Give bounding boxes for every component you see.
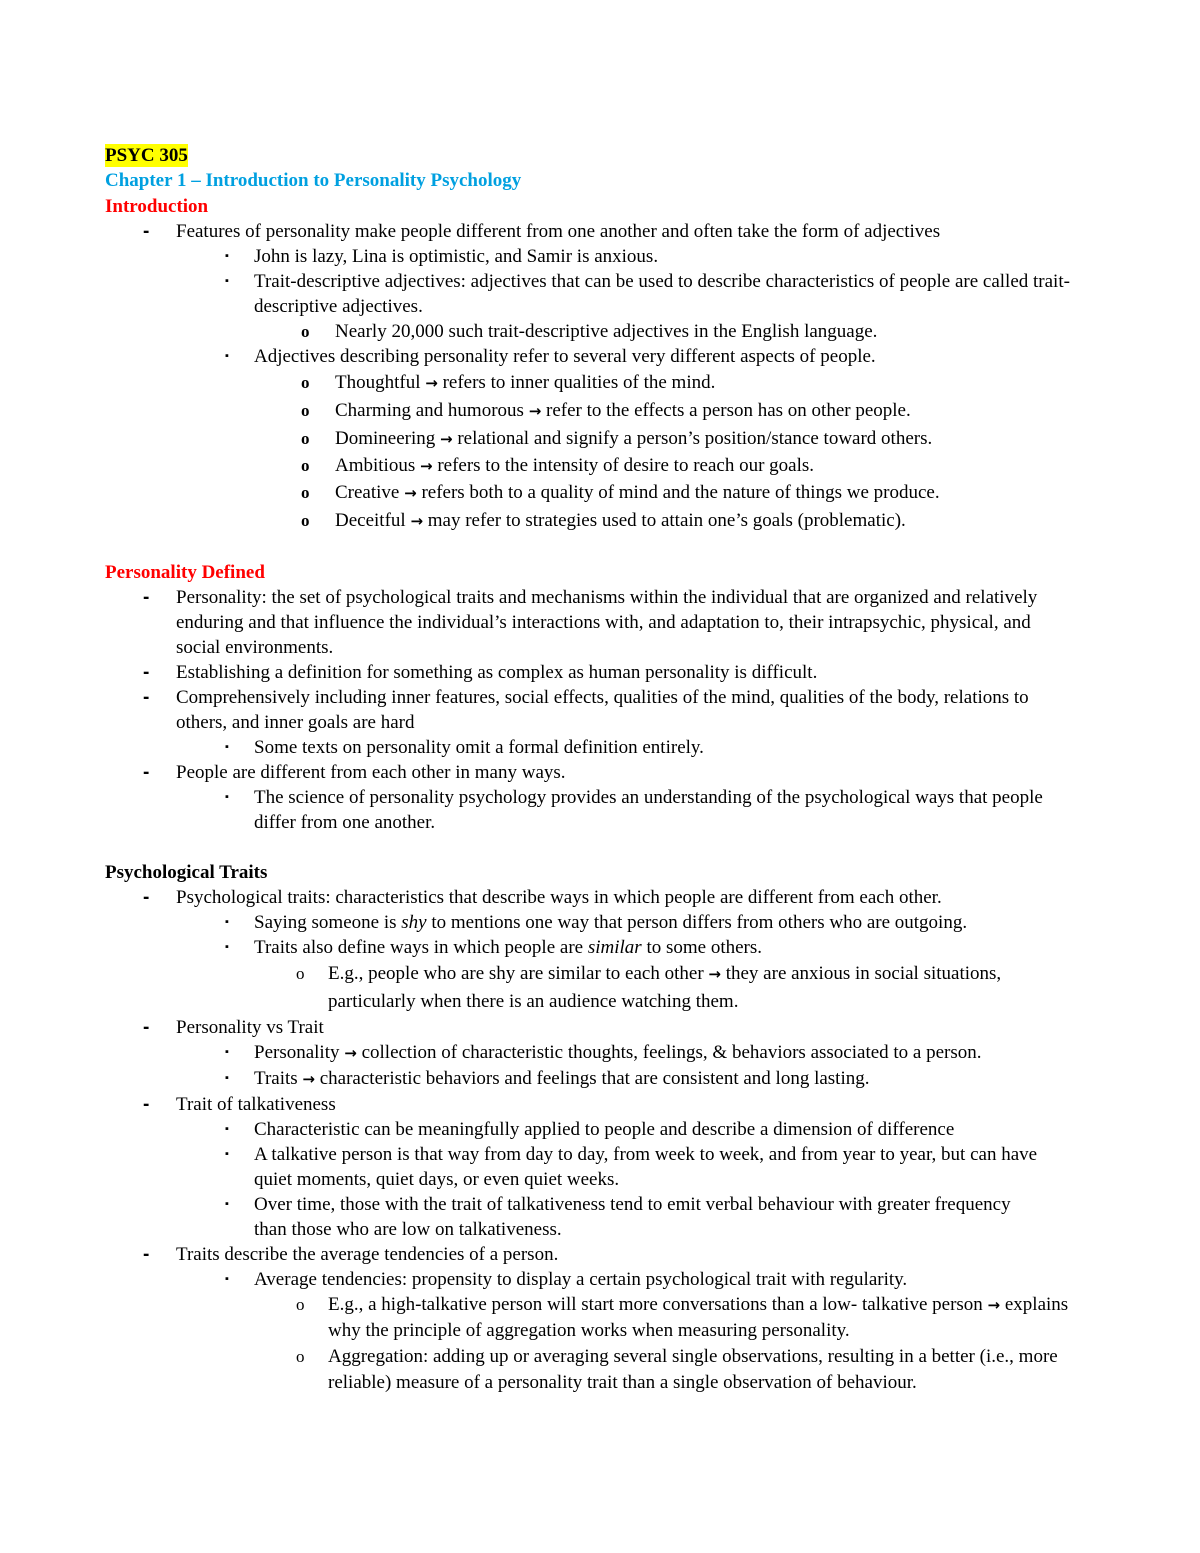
list-item: ▪ Traits also define ways in which people are similar to some others. [225, 937, 763, 958]
list-item: ▪ A talkative person is that way from day to day, from week to week, and from year to year, but can have quiet moments, quiet days, or even quiet weeks. [225, 1144, 1038, 1190]
dash-bullet-icon: - [143, 221, 150, 242]
list-item: o E.g., a high-talkative person will start more conversations than a low- talkative person → explains why the principle of aggregation works when measuring personality. [296, 1294, 1069, 1341]
o-bullet-icon: o [301, 483, 310, 502]
arrow-right-icon: → [302, 1070, 315, 1088]
document-content [105, 142, 1105, 1396]
arrow-right-icon: → [425, 374, 438, 392]
list-item: - Psychological traits: characteristics that describe ways in which people are different from each other. [143, 887, 942, 908]
list-item: - Personality: the set of psychological traits and mechanisms within the individual that are organized and relatively enduring and that influence the individual’s interactions with, and adaptation to, their intrapsychic, physical, and social environments. [143, 587, 1038, 658]
list-item: ▪ Over time, those with the trait of talkativeness tend to emit verbal behaviour with greater frequency than those who are low on talkativeness. [225, 1194, 1011, 1240]
list-item: - People are different from each other in many ways. [143, 762, 566, 783]
list-item: - Comprehensively including inner features, social effects, qualities of the mind, qualities of the body, relations to others, and inner goals are hard [143, 687, 1029, 733]
o-bullet-icon: o [301, 511, 310, 530]
list-item: o Creative → refers both to a quality of mind and the nature of things we produce. [105, 479, 1105, 507]
chapter-title: Chapter 1 – Introduction to Personality Psychology [105, 170, 522, 191]
arrow-right-icon: → [410, 512, 424, 530]
emphasis-shy: shy [401, 912, 427, 933]
arrow-right-icon: → [987, 1296, 1001, 1314]
dash-bullet-icon: - [143, 887, 150, 908]
dash-bullet-icon: - [143, 662, 150, 683]
list-item: ▪ John is lazy, Lina is optimistic, and Samir is anxious. [225, 246, 659, 267]
o-bullet-icon: o [301, 456, 310, 475]
list-item: o E.g., people who are shy are similar to each other → they are anxious in social situations, particularly when there is an audience watching them. [105, 960, 1105, 1015]
square-bullet-icon: ▪ [225, 1123, 229, 1135]
list-item: - Establishing a definition for something as complex as human personality is difficult. [143, 662, 818, 683]
list-item: o Domineering → relational and signify a person’s position/stance toward others. [105, 425, 1105, 453]
arrow-right-icon: → [404, 484, 417, 502]
list-item: o Ambitious → refers to the intensity of desire to reach our goals. [105, 453, 1105, 479]
list-item: o Deceitful → may refer to strategies used to attain one’s goals (problematic). [105, 507, 1105, 535]
list-item: - Features of personality make people different from one another and often take the form of adjectives [143, 221, 941, 242]
list-item: ▪ Traits → characteristic behaviors and feelings that are consistent and long lasting. [225, 1068, 870, 1089]
o-bullet-icon: o [301, 373, 310, 392]
section-spacer [105, 835, 1105, 860]
square-bullet-icon: ▪ [225, 1072, 229, 1084]
arrow-right-icon: → [344, 1044, 357, 1062]
course-title: PSYC 305 [105, 145, 188, 166]
square-bullet-icon: ▪ [225, 1148, 229, 1160]
o-bullet-icon: o [301, 401, 310, 420]
list-item: ▪ The science of personality psychology provides an understanding of the psychological ways that people differ from one another. [225, 787, 1043, 833]
list-item: - Traits describe the average tendencies of a person. [143, 1244, 559, 1265]
list-item: - Personality vs Trait [143, 1017, 324, 1038]
arrow-right-icon: → [708, 965, 721, 983]
section-heading-introduction: Introduction [105, 196, 209, 217]
arrow-right-icon: → [419, 457, 433, 475]
section-heading-personality-defined: Personality Defined [105, 562, 265, 583]
section-spacer [105, 535, 1105, 560]
dash-bullet-icon: - [143, 1017, 150, 1038]
list-item: o Thoughtful → refers to inner qualities of the mind. [105, 369, 1105, 397]
dash-bullet-icon: - [143, 687, 150, 708]
o-bullet-icon: o [296, 1295, 305, 1314]
dash-bullet-icon: - [143, 1244, 150, 1265]
square-bullet-icon: ▪ [225, 275, 229, 287]
square-bullet-icon: ▪ [225, 1273, 229, 1285]
square-bullet-icon: ▪ [225, 1046, 229, 1058]
list-item: ▪ Trait-descriptive adjectives: adjectives that can be used to describe characteristics of people are called trait-descriptive adjectives. [225, 271, 1070, 317]
square-bullet-icon: ▪ [225, 741, 229, 753]
list-item: ▪ Adjectives describing personality refer to several very different aspects of people. [225, 346, 876, 367]
square-bullet-icon: ▪ [225, 250, 229, 262]
list-item: o Nearly 20,000 such trait-descriptive adjectives in the English language. [301, 321, 878, 342]
dash-bullet-icon: - [143, 1094, 150, 1115]
square-bullet-icon: ▪ [225, 791, 229, 803]
o-bullet-icon: o [301, 429, 310, 448]
square-bullet-icon: ▪ [225, 941, 229, 953]
arrow-right-icon: → [528, 402, 542, 420]
list-item: o Charming and humorous → refer to the effects a person has on other people. [105, 397, 1105, 425]
emphasis-similar: similar [587, 937, 642, 958]
square-bullet-icon: ▪ [225, 350, 229, 362]
list-item: - Trait of talkativeness [143, 1094, 336, 1115]
list-item: o Aggregation: adding up or averaging several single observations, resulting in a better (i.e., more reliable) measure of a personality trait than a single observation of behaviour. [296, 1346, 1058, 1393]
o-bullet-icon: o [296, 964, 305, 983]
arrow-right-icon: → [440, 430, 453, 448]
square-bullet-icon: ▪ [225, 916, 229, 928]
dash-bullet-icon: - [143, 762, 150, 783]
o-bullet-icon: o [296, 1347, 305, 1366]
list-item: ▪ Saying someone is shy to mentions one way that person differs from others who are outgoing. [225, 912, 968, 933]
o-bullet-icon: o [301, 322, 310, 341]
dash-bullet-icon: - [143, 587, 150, 608]
list-item: ▪ Average tendencies: propensity to display a certain psychological trait with regularity. [225, 1269, 908, 1290]
section-heading-psychological-traits: Psychological Traits [105, 862, 268, 883]
list-item: ▪ Some texts on personality omit a formal definition entirely. [225, 737, 704, 758]
list-item: ▪ Personality → collection of characteristic thoughts, feelings, & behaviors associated to a person. [225, 1042, 982, 1063]
square-bullet-icon: ▪ [225, 1198, 229, 1210]
list-item: ▪ Characteristic can be meaningfully applied to people and describe a dimension of difference [225, 1119, 955, 1140]
